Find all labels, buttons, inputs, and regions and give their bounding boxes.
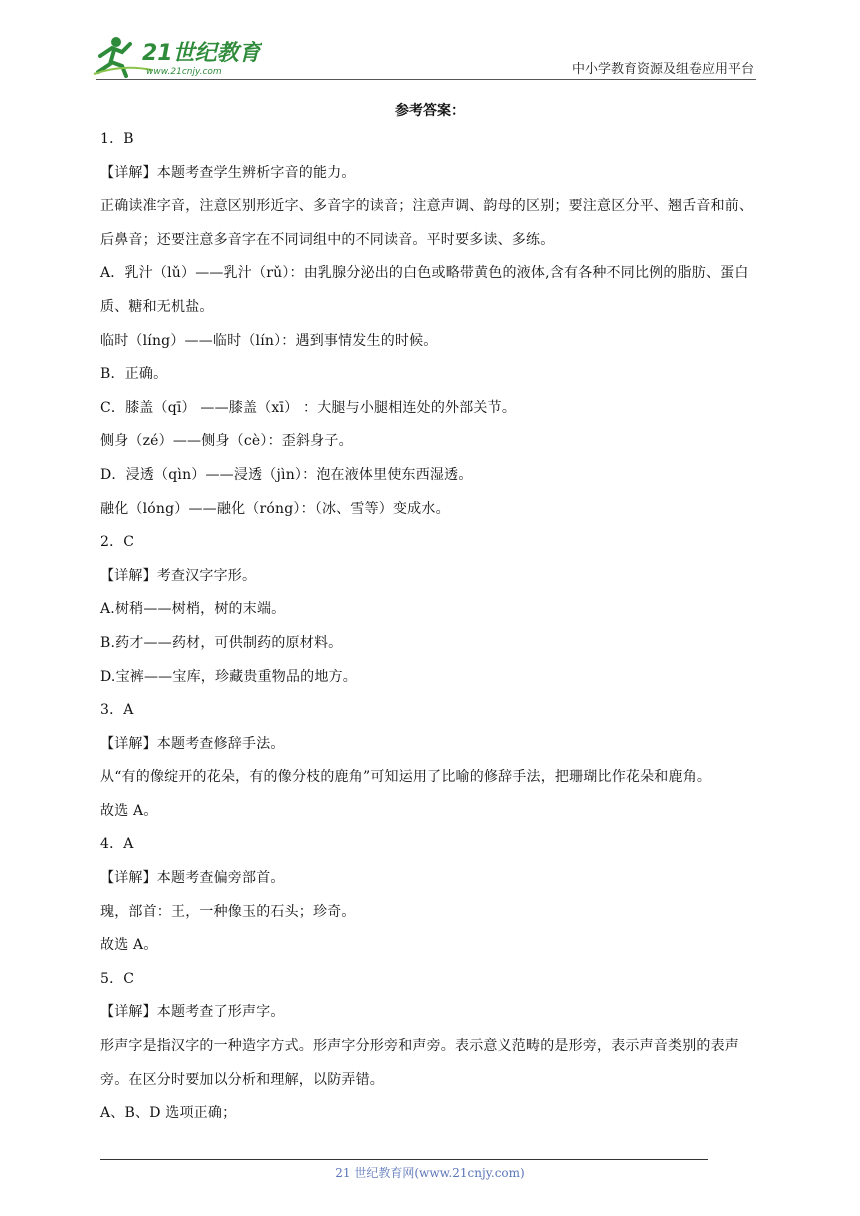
answer-line: A、B、D 选项正确； <box>100 1105 237 1122</box>
logo-text: 21世纪教育 <box>142 41 261 66</box>
answer-line: D.宝裤——宝库，珍藏贵重物品的地方。 <box>100 668 357 685</box>
answer-line: A.树稍——树梢，树的末端。 <box>100 601 286 618</box>
answer-line: 4．A <box>100 836 134 853</box>
answer-line: C．膝盖（qī） ——膝盖（xī） ：大腿与小腿相连处的外部关节。 <box>100 399 517 416</box>
answer-line: 5．C <box>100 970 135 987</box>
answer-line: 侧身（zé）——侧身（cè）：歪斜身子。 <box>100 433 353 450</box>
logo-url: www.21cnjy.com <box>146 67 222 77</box>
answer-line: 融化（lóng）——融化（róng）：（冰、雪等）变成水。 <box>100 500 450 517</box>
answer-line: 临时（líng）——临时（lín）：遇到事情发生的时候。 <box>100 332 438 349</box>
answer-line: 故选 A。 <box>100 937 158 954</box>
answer-line: 瑰，部首：王，一种像玉的石头；珍奇。 <box>100 903 356 920</box>
footer-divider <box>100 1159 708 1160</box>
answer-line: 形声字是指汉字的一种造字方式。形声字分形旁和声旁。表示意义范畴的是形旁，表示声音类别的表声旁。在区分时要加以分析和理解，以防弄错。 <box>100 1038 739 1088</box>
answer-line: 【详解】本题考查修辞手法。 <box>100 735 285 752</box>
answers-title: 参考答案： <box>395 103 465 119</box>
answer-line: 【详解】本题考查偏旁部首。 <box>100 870 285 887</box>
answer-line: 故选 A。 <box>100 802 158 819</box>
answer-line: D．浸透（qìn）——浸透（jìn）：泡在液体里使东西湿透。 <box>100 466 473 483</box>
answer-line: 1．B <box>100 131 134 147</box>
answer-line: 【详解】考查汉字字形。 <box>100 567 257 584</box>
footer-link[interactable]: 21 世纪教育网(www.21cnjy.com) <box>335 1166 525 1180</box>
answer-line: 正确读准字音，注意区别形近字、多音字的读音；注意声调、韵母的区别；要注意区分平、翘舌音和前、后鼻音；还要注意多音字在不同词组中的不同读音。平时要多读、多练。 <box>100 198 754 248</box>
answer-body <box>100 123 765 1131</box>
answer-line: 3．A <box>100 702 134 719</box>
runner-logo-icon <box>92 34 262 80</box>
answer-line: A．乳汁（lǔ）——乳汁（rǔ）：由乳腺分泌出的白色或略带黄色的液体,含有各种不同比例的脂肪、蛋白质、糖和无机盐。 <box>100 265 749 315</box>
answer-line: 2．C <box>100 534 135 551</box>
answer-line: B.药才——药材，可供制药的原材料。 <box>100 634 343 651</box>
site-logo[interactable] <box>92 34 262 80</box>
answer-line: B．正确。 <box>100 366 168 383</box>
answer-line: 【详解】本题考查学生辨析字音的能力。 <box>100 164 356 181</box>
platform-tagline: 中小学教育资源及组卷应用平台 <box>571 62 754 77</box>
answer-line: 【详解】本题考查了形声字。 <box>100 1004 285 1021</box>
header-divider <box>96 79 756 80</box>
page-header <box>0 0 860 90</box>
answer-line: 从“有的像绽开的花朵，有的像分枝的鹿角”可知运用了比喻的修辞手法，把珊瑚比作花朵和鹿角。 <box>100 769 712 786</box>
